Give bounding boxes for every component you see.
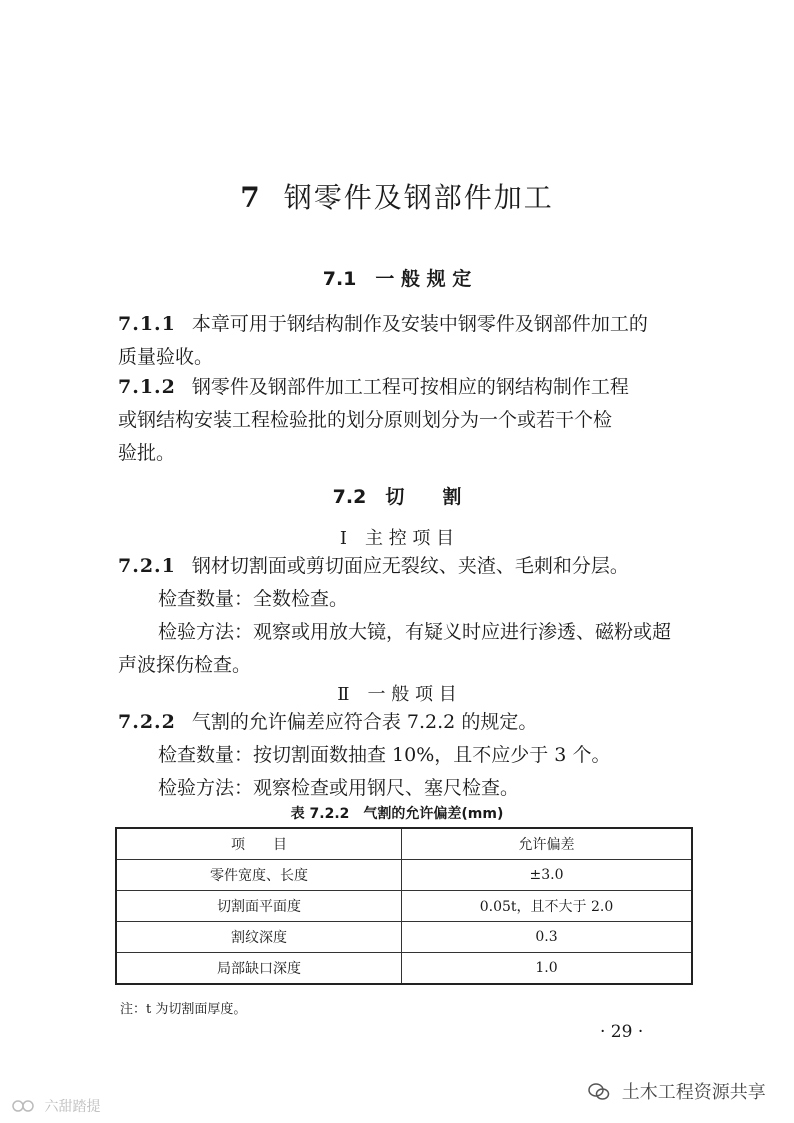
table-header-row bbox=[116, 828, 692, 860]
chapter-heading bbox=[0, 176, 794, 216]
header-tolerance: 允许偏差 bbox=[402, 828, 693, 860]
clause-7-1-1 bbox=[118, 308, 698, 374]
cell-tolerance: 0.05t，且不大于 2.0 bbox=[402, 891, 693, 922]
check-method: 检验方法：观察或用放大镜，有疑义时应进行渗透、磁粉或超 bbox=[158, 621, 672, 643]
check-method: 检验方法：观察检查或用钢尺、塞尺检查。 bbox=[158, 777, 520, 799]
clause-text: 气割的允许偏差应符合表 7.2.2 的规定。 bbox=[191, 711, 538, 733]
subsection-general-items: Ⅱ 一 般 项 目 bbox=[337, 684, 457, 705]
table-note: 注：t 为切割面厚度。 bbox=[120, 1002, 247, 1017]
clause-number: 7.1.1 bbox=[118, 313, 176, 335]
subsection-main-items: Ⅰ 主 控 项 目 bbox=[339, 528, 455, 549]
cell-item: 局部缺口深度 bbox=[116, 953, 402, 985]
watermark-text: 六甜踏提 bbox=[44, 1099, 101, 1115]
check-quantity: 检查数量：全数检查。 bbox=[158, 588, 349, 610]
page-number: · 29 · bbox=[600, 1022, 644, 1042]
clause-number: 7.2.1 bbox=[118, 555, 176, 577]
cell-item: 切割面平面度 bbox=[116, 891, 402, 922]
clause-text: 质量验收。 bbox=[118, 346, 214, 368]
clause-7-1-2 bbox=[118, 371, 698, 470]
clause-text: 本章可用于钢结构制作及安装中钢零件及钢部件加工的 bbox=[191, 313, 648, 335]
cell-tolerance: ±3.0 bbox=[402, 860, 693, 891]
cell-tolerance: 1.0 bbox=[402, 953, 693, 985]
wechat-icon bbox=[588, 1082, 622, 1103]
check-method: 声波探伤检查。 bbox=[118, 654, 252, 676]
header-item: 项 目 bbox=[116, 828, 402, 860]
logo-icon bbox=[12, 1099, 44, 1115]
cell-tolerance: 0.3 bbox=[402, 922, 693, 953]
section-7-1-heading: 7.1 一 般 规 定 bbox=[322, 268, 472, 290]
clause-text: 验批。 bbox=[118, 442, 176, 464]
watermark-text: 土木工程资源共享 bbox=[621, 1082, 766, 1103]
section-7-2-heading: 7.2 切 割 bbox=[332, 486, 462, 508]
watermark-right bbox=[588, 1078, 766, 1104]
tolerance-table bbox=[115, 827, 693, 985]
table-row bbox=[116, 953, 692, 985]
chapter-number: 7 bbox=[240, 181, 262, 214]
clause-7-2-1 bbox=[118, 550, 698, 682]
clause-number: 7.2.2 bbox=[118, 711, 176, 733]
clause-text: 钢材切割面或剪切面应无裂纹、夹渣、毛刺和分层。 bbox=[191, 555, 629, 577]
clause-number: 7.1.2 bbox=[118, 376, 176, 398]
table-row bbox=[116, 860, 692, 891]
chapter-title: 钢零件及钢部件加工 bbox=[283, 181, 554, 214]
clause-text: 或钢结构安装工程检验批的划分原则划分为一个或若干个检 bbox=[118, 409, 613, 431]
check-quantity: 检查数量：按切割面数抽查 10%，且不应少于 3 个。 bbox=[158, 744, 611, 766]
cell-item: 割纹深度 bbox=[116, 922, 402, 953]
watermark-left bbox=[12, 1096, 100, 1116]
table-caption: 表 7.2.2 气割的允许偏差(mm) bbox=[290, 806, 504, 822]
table-row bbox=[116, 891, 692, 922]
clause-text: 钢零件及钢部件加工工程可按相应的钢结构制作工程 bbox=[191, 376, 629, 398]
clause-7-2-2 bbox=[118, 706, 698, 805]
table-row bbox=[116, 922, 692, 953]
cell-item: 零件宽度、长度 bbox=[116, 860, 402, 891]
